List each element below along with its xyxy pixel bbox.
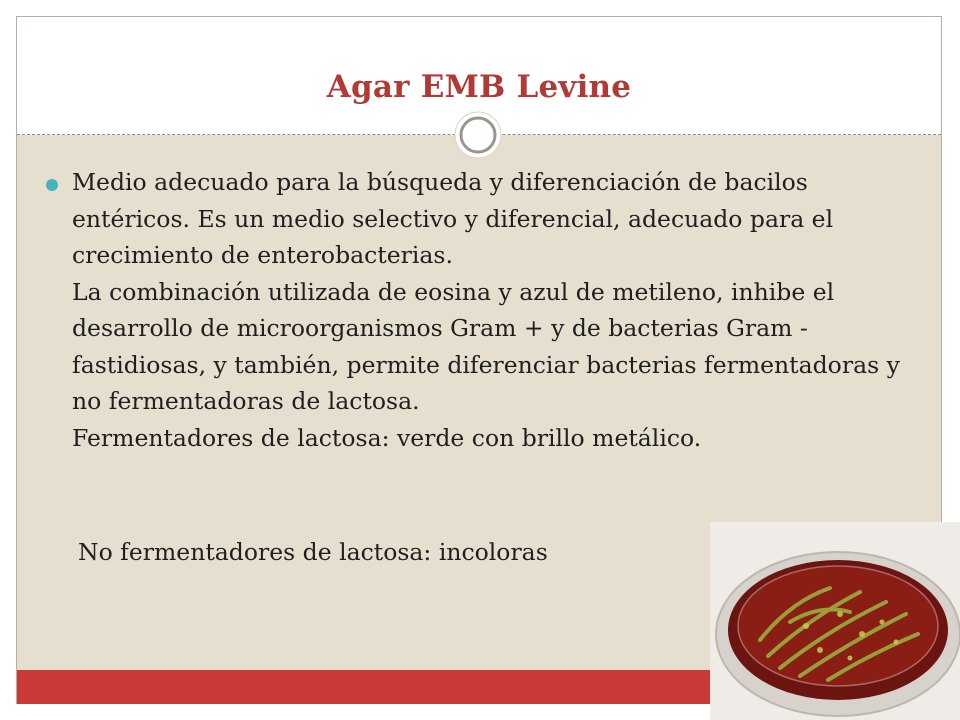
body-text — [72, 164, 912, 456]
paragraph-fermenters: Fermentadores de lactosa: verde con brillo metálico. — [72, 423, 702, 452]
bullet-icon — [46, 179, 58, 191]
paragraph-combination: La combinación utilizada de eosina y azul de metileno, inhibe el desarrollo de microorganismos Gram + y de bacterias Gram - fastidiosas, y también, permite diferenciar bacterias fermentadoras y no fermentadoras de lactosa. — [72, 277, 900, 415]
slide-title: Agar EMB Levine — [326, 69, 632, 105]
petri-dish-image — [710, 522, 960, 720]
paragraph-description: Medio adecuado para la búsqueda y diferenciación de bacilos entéricos. Es un medio selectivo y diferencial, adecuado para el crecimiento de enterobacterias. — [72, 168, 834, 269]
paragraph-non-fermenters: No fermentadores de lactosa: incoloras — [78, 538, 548, 566]
circle-ornament-icon — [453, 110, 503, 160]
